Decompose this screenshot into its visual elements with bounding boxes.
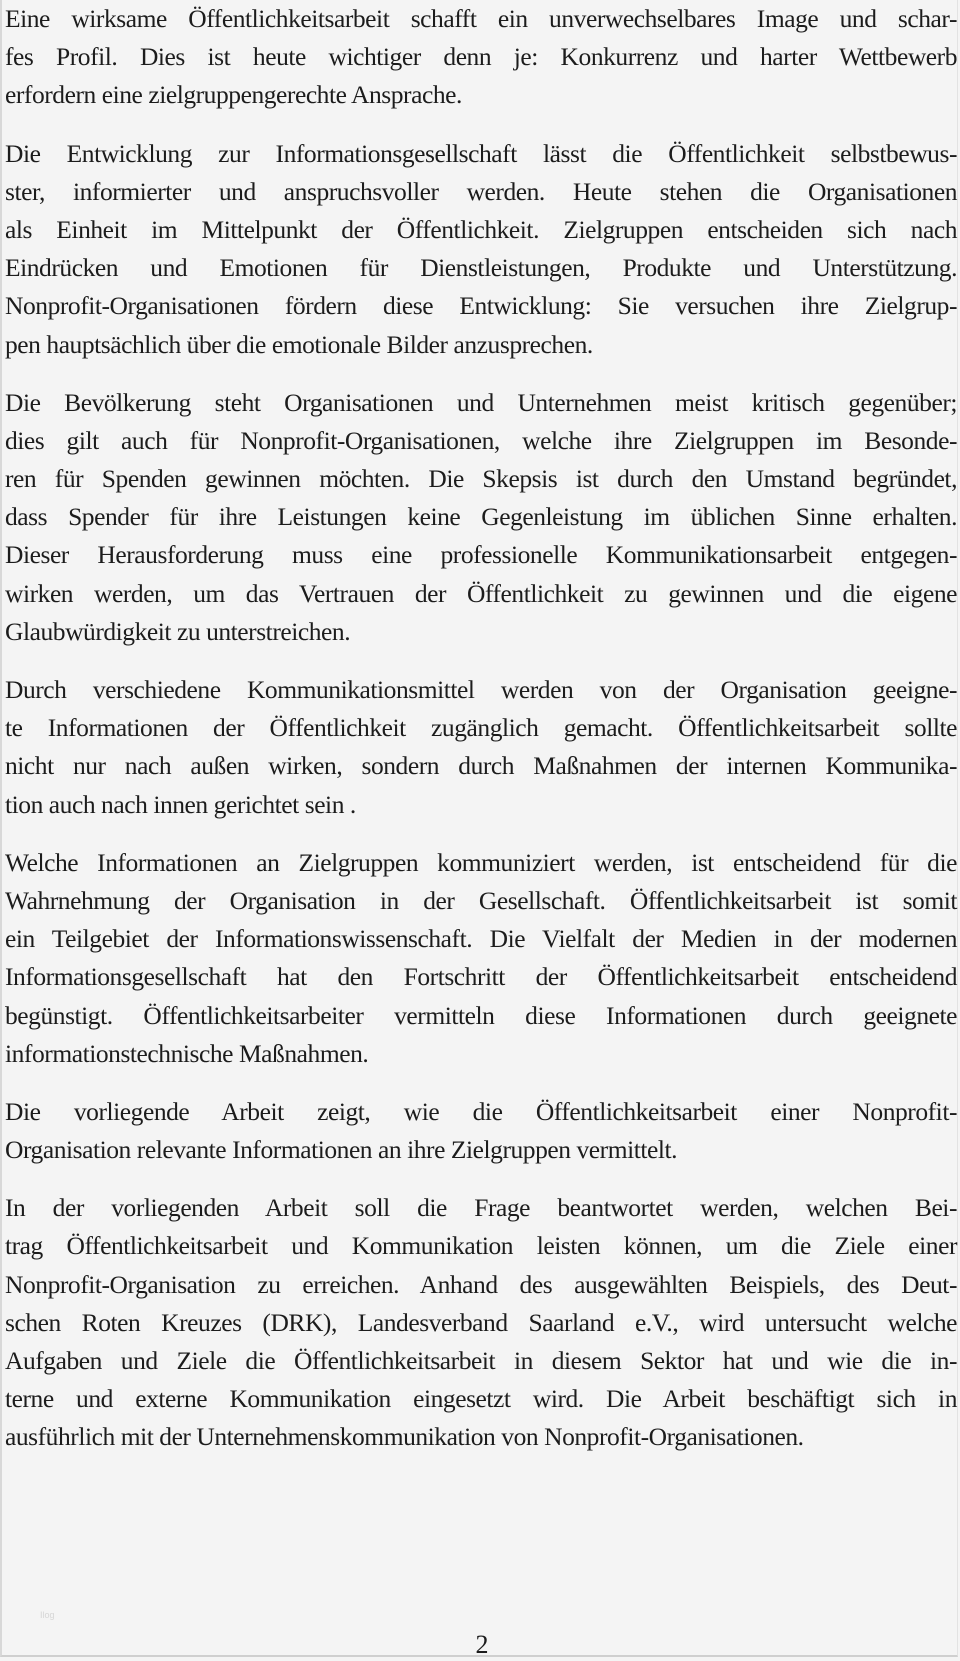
text-line: Organisation relevante Informationen an ihre Zielgruppen vermittelt. [5, 1135, 678, 1165]
text-line: Glaubwürdigkeit zu unterstreichen. [5, 616, 351, 646]
paragraph-6 [5, 1093, 957, 1169]
paragraph-1 [5, 0, 957, 115]
paragraph-3 [5, 384, 957, 651]
text-line: Nonprofit-Organisation zu erreichen. Anhand des ausgewählten Beispiels, des Deut- [5, 1269, 957, 1299]
text-line: Aufgaben und Ziele die Öffentlichkeitsarbeit in diesem Sektor hat und wie die in- [5, 1346, 957, 1375]
text-line: dies gilt auch für Nonprofit-Organisationen, welche ihre Zielgruppen im Besonde- [5, 425, 957, 455]
text-line: In der vorliegenden Arbeit soll die Frage beantwortet werden, welchen Bei- [5, 1193, 957, 1223]
text-line: informationstechnische Maßnahmen. [5, 1038, 369, 1068]
text-line: nicht nur nach außen wirken, sondern durch Maßnahmen der internen Kommunika- [5, 751, 957, 781]
paragraph-4 [5, 671, 957, 824]
text-line: Nonprofit-Organisationen fördern diese Entwicklung: Sie versuchen ihre Zielgrup- [5, 291, 957, 321]
text-line: Die vorliegende Arbeit zeigt, wie die Öffentlichkeitsarbeit einer Nonprofit- [5, 1096, 957, 1126]
text-line: Eindrücken und Emotionen für Dienstleistungen, Produkte und Unterstützung. [5, 253, 957, 283]
text-line: erfordern eine zielgruppengerechte Ansprache. [5, 80, 462, 110]
text-line: trag Öffentlichkeitsarbeit und Kommunikation leisten können, um die Ziele einer [5, 1231, 957, 1261]
text-line: Die Entwicklung zur Informationsgesellschaft lässt die Öffentlichkeit selbstbewus- [5, 138, 957, 168]
text-line: pen hauptsächlich über die emotionale Bilder anzusprechen. [5, 329, 593, 359]
text-line: Dieser Herausforderung muss eine professionelle Kommunikationsarbeit entgegen- [5, 540, 957, 570]
text-line: ster, informierter und anspruchsvoller werden. Heute stehen die Organisationen [5, 176, 957, 206]
text-line: terne und externe Kommunikation eingesetzt wird. Die Arbeit beschäftigt sich in [5, 1384, 957, 1414]
text-line: Durch verschiedene Kommunikationsmittel werden von der Organisation geeigne- [5, 675, 957, 704]
text-line: ren für Spenden gewinnen möchten. Die Skepsis ist durch den Umstand begründet, [5, 464, 957, 494]
document-body [5, 0, 957, 1477]
page-number: 2 [475, 1630, 489, 1659]
text-line: als Einheit im Mittelpunkt der Öffentlichkeit. Zielgruppen entscheiden sich nach [5, 214, 957, 244]
text-line: te Informationen der Öffentlichkeit zugänglich gemacht. Öffentlichkeitsarbeit sollte [5, 713, 957, 743]
text-line: schen Roten Kreuzes (DRK), Landesverband Saarland e.V., wird untersucht welche [5, 1307, 957, 1337]
text-line: ein Teilgebiet der Informationswissenschaft. Die Vielfalt der Medien in der modernen [5, 924, 957, 954]
text-line: fes Profil. Dies ist heute wichtiger denn je: Konkurrenz und harter Wettbewerb [5, 42, 957, 72]
paragraph-2 [5, 135, 957, 364]
text-line: Eine wirksame Öffentlichkeitsarbeit schafft ein unverwechselbares Image und schar- [5, 4, 957, 33]
text-line: ausführlich mit der Unternehmenskommunikation von Nonprofit-Organisationen. [5, 1422, 804, 1452]
text-line: Die Bevölkerung steht Organisationen und Unternehmen meist kritisch gegenüber; [5, 387, 957, 417]
text-line: tion auch nach innen gerichtet sein . [5, 789, 356, 819]
text-line: Wahrnehmung der Organisation in der Gesellschaft. Öffentlichkeitsarbeit ist somit [5, 885, 957, 915]
text-line: dass Spender für ihre Leistungen keine Gegenleistung im üblichen Sinne erhalten. [5, 502, 957, 532]
text-line: Welche Informationen an Zielgruppen kommuniziert werden, ist entscheidend für die [5, 847, 957, 877]
text-line: begünstigt. Öffentlichkeitsarbeiter vermitteln diese Informationen durch geeignete [5, 1000, 957, 1030]
paragraph-5 [5, 844, 957, 1073]
paragraph-7 [5, 1189, 957, 1456]
text-line: Informationsgesellschaft hat den Fortschritt der Öffentlichkeitsarbeit entscheidend [5, 962, 957, 992]
watermark: Ilog [40, 1610, 55, 1620]
text-line: wirken werden, um das Vertrauen der Öffentlichkeit zu gewinnen und die eigene [5, 578, 957, 608]
